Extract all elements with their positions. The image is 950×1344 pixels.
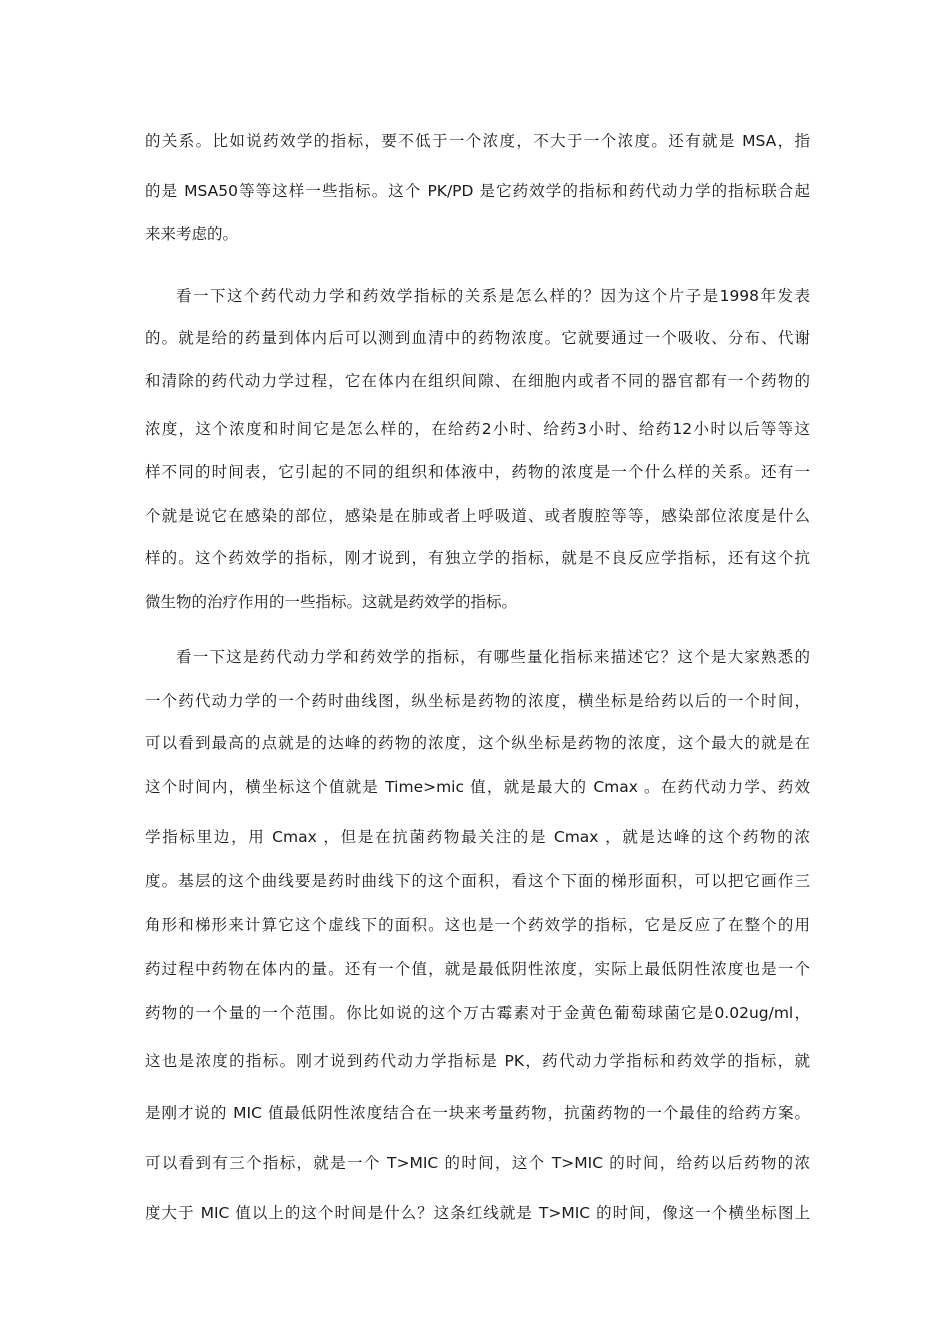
text-line: 的。就是给的药量到体内后可以测到血清中的药物浓度。它就要通过一个吸收、分布、代谢 (145, 329, 810, 347)
text-line: 药物的一个量的一个范围。你比如说的这个万古霉素对于金黄色葡萄球菌它是0.02ug/ml， (145, 1004, 810, 1022)
text-line: 可以看到有三个指标，就是一个 T>MIC 的时间，这个 T>MIC 的时间，给药以后药物的浓 (145, 1154, 810, 1172)
text-line: 样不同的时间表，它引起的不同的组织和体液中，药物的浓度是一个什么样的关系。还有一 (145, 463, 810, 481)
text-line: 的是 MSA50等等这样一些指标。这个 PK/PD 是它药效学的指标和药代动力学的指标联合起 (145, 182, 810, 200)
text-line: 这也是浓度的指标。刚才说到药代动力学指标是 PK，药代动力学指标和药效学的指标，就 (145, 1052, 810, 1070)
text-line: 看一下这是药代动力学和药效学的指标，有哪些量化指标来描述它？这个是大家熟悉的 (176, 648, 810, 666)
text-line: 可以看到最高的点就是的达峰的药物的浓度，这个纵坐标是药物的浓度，这个最大的就是在 (145, 734, 810, 752)
text-line: 药过程中药物在体内的量。还有一个值，就是最低阴性浓度，实际上最低阴性浓度也是一个 (145, 960, 810, 978)
text-line: 是刚才说的 MIC 值最低阴性浓度结合在一块来考量药物，抗菌药物的一个最佳的给药方案。 (145, 1104, 810, 1122)
text-line: 和清除的药代动力学过程，它在体内在组织间隙、在细胞内或者不同的器官都有一个药物的 (145, 372, 810, 390)
text-line: 个就是说它在感染的部位，感染是在肺或者上呼吸道、或者腹腔等等，感染部位浓度是什么 (145, 507, 810, 525)
text-line: 学指标里边，用 Cmax ，但是在抗菌药物最关注的是 Cmax ，就是达峰的这个药物的浓 (145, 828, 810, 846)
text-line: 角形和梯形来计算它这个虚线下的面积。这也是一个药效学的指标，它是反应了在整个的用 (145, 916, 810, 934)
text-line: 这个时间内，横坐标这个值就是 Time>mic 值，就是最大的 Cmax 。在药代动力学、药效 (145, 778, 810, 796)
text-line: 一个药代动力学的一个药时曲线图，纵坐标是药物的浓度，横坐标是给药以后的一个时间， (145, 692, 810, 710)
text-line: 的关系。比如说药效学的指标，要不低于一个浓度，不大于一个浓度。还有就是 MSA，指 (145, 132, 810, 150)
text-line: 浓度，这个浓度和时间它是怎么样的，在给药2小时、给药3小时、给药12小时以后等等这 (145, 420, 810, 438)
text-line: 样的。这个药效学的指标，刚才说到，有独立学的指标，就是不良反应学指标，还有这个抗 (145, 549, 810, 567)
text-line: 度。基层的这个曲线要是药时曲线下的这个面积，看这个下面的梯形面积，可以把它画作三 (145, 872, 810, 890)
text-line: 看一下这个药代动力学和药效学指标的关系是怎么样的？因为这个片子是1998年发表 (176, 287, 810, 305)
text-line: 度大于 MIC 值以上的这个时间是什么？这条红线就是 T>MIC 的时间，像这一个横坐标图上 (145, 1204, 810, 1222)
text-line: 微生物的治疗作用的一些指标。这就是药效学的指标。 (145, 593, 518, 611)
text-line: 来来考虑的。 (145, 225, 239, 243)
